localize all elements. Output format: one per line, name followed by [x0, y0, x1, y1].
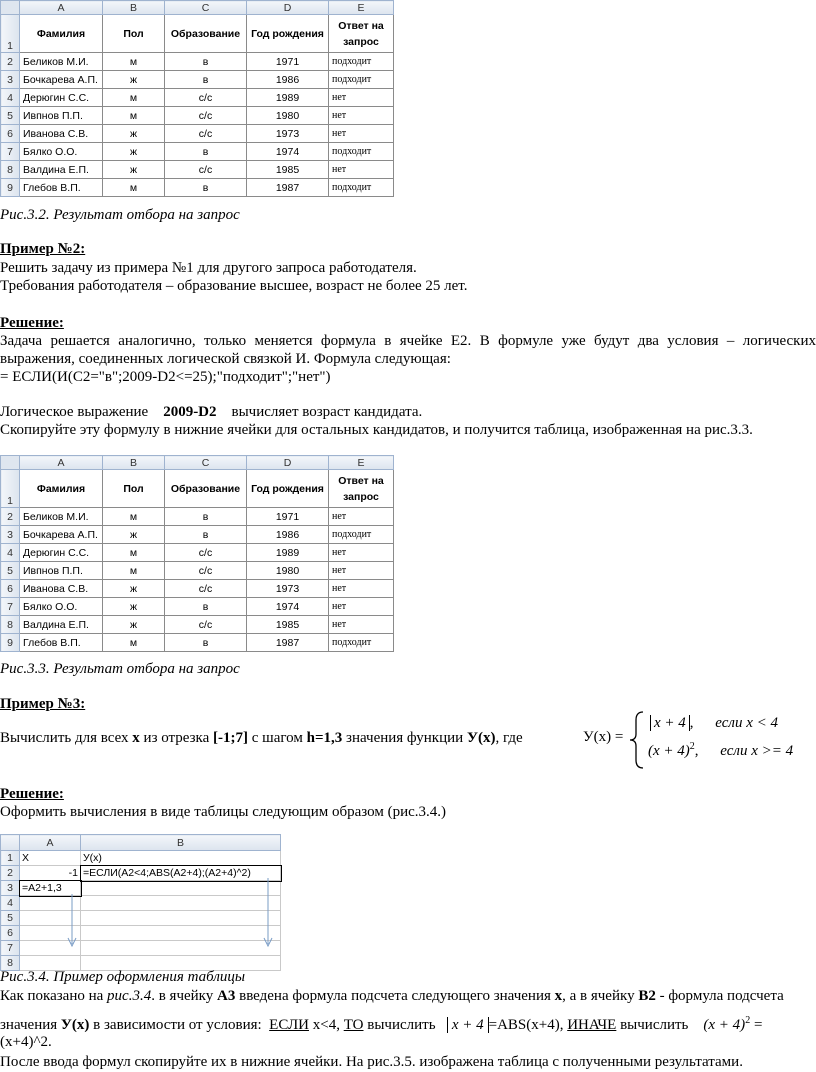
table-cell[interactable]: м	[103, 634, 165, 652]
paragraph-line-2	[0, 1012, 762, 1034]
table-cell[interactable]: с/с	[165, 544, 247, 562]
table-cell[interactable]: ж	[103, 526, 165, 544]
row-header[interactable]: 5	[1, 107, 20, 125]
spreadsheet-table-1	[0, 0, 394, 197]
corner-cell[interactable]	[1, 456, 20, 470]
table-cell[interactable]: подходит	[329, 143, 394, 161]
header-cell[interactable]: Ответ на запрос	[329, 470, 394, 508]
table-row	[1, 508, 394, 526]
cell-a1[interactable]: X	[20, 851, 81, 866]
header-cell[interactable]: Образование	[165, 470, 247, 508]
table-cell[interactable]: 1985	[247, 616, 329, 634]
para-text: =	[750, 1017, 763, 1033]
table-cell[interactable]: Бялко О.О.	[20, 143, 103, 161]
header-cell[interactable]: Пол	[103, 470, 165, 508]
table-cell[interactable]: ж	[103, 161, 165, 179]
keyword-if: ЕСЛИ	[269, 1017, 309, 1033]
row-header[interactable]: 7	[1, 143, 20, 161]
task-function: У(x)	[466, 730, 496, 746]
row-header[interactable]: 8	[1, 616, 20, 634]
row-header[interactable]: 3	[1, 881, 20, 896]
spreadsheet-table-3	[0, 834, 281, 971]
row-header[interactable]: 1	[1, 470, 20, 508]
abs-expression: x + 4	[447, 1017, 489, 1033]
column-header[interactable]: B	[103, 1, 165, 15]
table-cell[interactable]: нет	[329, 616, 394, 634]
column-header[interactable]: B	[103, 456, 165, 470]
table-cell[interactable]: в	[165, 53, 247, 71]
solution-text: Задача решается аналогично, только меняется формула в ячейке Е2. В формуле уже будут два условия – логических выражения, соединенных логической связкой И. Формула следующая:	[0, 333, 816, 367]
corner-cell[interactable]	[1, 835, 20, 851]
cell-a2[interactable]: -1	[20, 866, 81, 881]
table-cell[interactable]: в	[165, 143, 247, 161]
case-2-condition: если x >= 4	[720, 743, 794, 759]
row-header[interactable]: 8	[1, 161, 20, 179]
logic-expression: 2009-D2	[163, 404, 217, 420]
example-3-title: Пример №3:	[0, 696, 86, 712]
para-text: , а в ячейку	[562, 988, 639, 1004]
table-cell[interactable]: ж	[103, 598, 165, 616]
cell-b7[interactable]	[81, 941, 281, 956]
table-cell[interactable]: 1986	[247, 71, 329, 89]
example-2-line-1: Решить задачу из примера №1 для другого запроса работодателя.	[0, 260, 417, 276]
table-cell[interactable]: ж	[103, 616, 165, 634]
figure-caption-3-3: Рис.3.3. Результат отбора на запрос	[0, 661, 240, 677]
spreadsheet-table-2	[0, 455, 394, 652]
table-cell[interactable]: 1974	[247, 598, 329, 616]
solution-title: Решение:	[0, 315, 64, 331]
table-row	[1, 598, 394, 616]
table-cell[interactable]: Беликов М.И.	[20, 53, 103, 71]
table-cell[interactable]: с/с	[165, 161, 247, 179]
row-header[interactable]: 7	[1, 598, 20, 616]
table-cell[interactable]: в	[165, 179, 247, 197]
table-cell[interactable]: в	[165, 71, 247, 89]
para-text: . в ячейку	[151, 988, 218, 1004]
table-cell[interactable]: подходит	[329, 179, 394, 197]
solution-2-text: Оформить вычисления в виде таблицы следующим образом (рис.3.4.)	[0, 804, 447, 820]
fill-down-arrow-icon	[258, 876, 278, 950]
header-cell[interactable]: Год рождения	[247, 470, 329, 508]
para-text: - формула подсчета	[655, 988, 784, 1004]
table-row	[1, 161, 394, 179]
function-name: У(х)	[60, 1017, 90, 1033]
table-cell[interactable]: Глебов В.П.	[20, 634, 103, 652]
task-segment: [-1;7]	[213, 730, 249, 746]
table-cell[interactable]: Бялко О.О.	[20, 598, 103, 616]
column-header[interactable]: B	[81, 835, 281, 851]
table-cell[interactable]: м	[103, 89, 165, 107]
square-expression: (x + 4)	[703, 1017, 746, 1033]
task-step: h=1,3	[306, 730, 343, 746]
table-cell[interactable]: м	[103, 508, 165, 526]
cell-reference: В2	[638, 988, 656, 1004]
table-cell[interactable]: Ивпнов П.П.	[20, 107, 103, 125]
table-row	[1, 107, 394, 125]
table-cell[interactable]: м	[103, 107, 165, 125]
table-cell[interactable]: подходит	[329, 634, 394, 652]
corner-cell[interactable]	[1, 1, 20, 15]
para-text: вычислить	[616, 1017, 693, 1033]
column-header[interactable]: E	[329, 1, 394, 15]
row-header[interactable]: 6	[1, 580, 20, 598]
table-cell[interactable]: Иванова С.В.	[20, 125, 103, 143]
table-cell[interactable]: нет	[329, 107, 394, 125]
table-cell[interactable]: с/с	[165, 616, 247, 634]
table-cell[interactable]: подходит	[329, 526, 394, 544]
table-cell[interactable]: м	[103, 562, 165, 580]
table-cell[interactable]: 1987	[247, 179, 329, 197]
figure-caption-3-2: Рис.3.2. Результат отбора на запрос	[0, 207, 240, 223]
task-variable: x	[132, 730, 140, 746]
table-cell[interactable]: 1989	[247, 89, 329, 107]
header-cell[interactable]: Год рождения	[247, 15, 329, 53]
header-cell[interactable]: Пол	[103, 15, 165, 53]
logic-suffix: вычисляет возраст кандидата.	[231, 404, 423, 420]
para-text: в зависимости от условия:	[89, 1017, 266, 1033]
table-cell[interactable]: Бочкарева А.П.	[20, 71, 103, 89]
table-cell[interactable]: 1986	[247, 526, 329, 544]
row-header[interactable]: 4	[1, 896, 20, 911]
table-cell[interactable]: в	[165, 526, 247, 544]
copy-instruction: Скопируйте эту формулу в нижние ячейки для остальных кандидатов, и получится таблица, изображенная на рис.3.3.	[0, 422, 753, 438]
task-text: с шагом	[248, 730, 307, 746]
table-row	[1, 526, 394, 544]
para-text: Как показано на	[0, 988, 108, 1004]
cell-b3[interactable]	[81, 881, 281, 896]
table-cell[interactable]: 1973	[247, 125, 329, 143]
cell-b4[interactable]	[81, 896, 281, 911]
row-header[interactable]: 1	[1, 851, 20, 866]
keyword-then: ТО	[343, 1017, 364, 1033]
table-cell[interactable]: Бочкарева А.П.	[20, 526, 103, 544]
column-header[interactable]: C	[165, 1, 247, 15]
table-cell[interactable]: 1987	[247, 634, 329, 652]
header-cell[interactable]: Ответ на запрос	[329, 15, 394, 53]
table-cell[interactable]: 1980	[247, 562, 329, 580]
row-header[interactable]: 2	[1, 866, 20, 881]
table-cell[interactable]: подходит	[329, 53, 394, 71]
case-1: x + 4 , если x < 4	[650, 715, 778, 732]
case-1-condition: если x < 4	[715, 715, 778, 731]
row-header[interactable]: 5	[1, 911, 20, 926]
table-cell[interactable]: нет	[329, 125, 394, 143]
header-cell[interactable]: Образование	[165, 15, 247, 53]
paragraph-line-1	[0, 987, 784, 1005]
variable-name: х	[554, 988, 563, 1004]
task-text: значения функции	[342, 730, 467, 746]
table-cell[interactable]: Валдина Е.П.	[20, 161, 103, 179]
table-cell[interactable]: Глебов В.П.	[20, 179, 103, 197]
cell-reference: А3	[217, 988, 236, 1004]
row-header[interactable]: 7	[1, 941, 20, 956]
left-brace-icon	[628, 710, 648, 770]
cell-b5[interactable]	[81, 911, 281, 926]
table-cell[interactable]: нет	[329, 562, 394, 580]
figure-reference: рис.3.4	[107, 988, 152, 1004]
example-3-task	[0, 729, 523, 747]
logic-expression-line	[0, 403, 422, 421]
table-cell[interactable]: с/с	[165, 107, 247, 125]
example-2-title: Пример №2:	[0, 241, 86, 257]
row-header[interactable]: 2	[1, 53, 20, 71]
table-cell[interactable]: нет	[329, 544, 394, 562]
cell-b2[interactable]: =ЕСЛИ(A2<4;ABS(A2+4);(A2+4)^2)	[81, 866, 281, 881]
cell-b1[interactable]: У(x)	[81, 851, 281, 866]
abs-expression: x + 4	[650, 715, 690, 731]
table-cell[interactable]: в	[165, 634, 247, 652]
table-cell[interactable]: Валдина Е.П.	[20, 616, 103, 634]
table-row	[1, 71, 394, 89]
para-text: значения	[0, 1017, 61, 1033]
table-cell[interactable]: в	[165, 508, 247, 526]
table-row	[1, 544, 394, 562]
cell-b6[interactable]	[81, 926, 281, 941]
example-2-line-2: Требования работодателя – образование высшее, возраст не более 25 лет.	[0, 278, 468, 294]
table-cell[interactable]: Беликов М.И.	[20, 508, 103, 526]
table-cell[interactable]: Дерюгин С.С.	[20, 89, 103, 107]
paragraph-line-4: После ввода формул скопируйте их в нижние ячейки. На рис.3.5. изображена таблица с полученными результатами.	[0, 1054, 743, 1070]
table-cell[interactable]: с/с	[165, 580, 247, 598]
table-cell[interactable]: нет	[329, 598, 394, 616]
table-cell[interactable]: Ивпнов П.П.	[20, 562, 103, 580]
table-cell[interactable]: 1973	[247, 580, 329, 598]
table-cell[interactable]: м	[103, 179, 165, 197]
table-row	[1, 125, 394, 143]
table-row	[1, 53, 394, 71]
solution-2-title: Решение:	[0, 786, 64, 802]
table-cell[interactable]: нет	[329, 580, 394, 598]
table-cell[interactable]: ж	[103, 580, 165, 598]
column-header[interactable]: A	[20, 835, 81, 851]
table-cell[interactable]: ж	[103, 125, 165, 143]
table-cell[interactable]: нет	[329, 508, 394, 526]
table-cell[interactable]: 1971	[247, 508, 329, 526]
row-header[interactable]: 4	[1, 544, 20, 562]
row-header[interactable]: 6	[1, 125, 20, 143]
column-header[interactable]: E	[329, 456, 394, 470]
column-header[interactable]: C	[165, 456, 247, 470]
table-cell[interactable]: ж	[103, 143, 165, 161]
table-row	[1, 179, 394, 197]
square-exponent: 2	[745, 1015, 751, 1026]
table-cell[interactable]: м	[103, 544, 165, 562]
header-cell[interactable]: Фамилия	[20, 470, 103, 508]
row-header[interactable]: 4	[1, 89, 20, 107]
square-exponent: 2	[689, 741, 695, 752]
table-row	[1, 562, 394, 580]
table-cell[interactable]: подходит	[329, 71, 394, 89]
column-header[interactable]: A	[20, 456, 103, 470]
row-header[interactable]: 5	[1, 562, 20, 580]
table-cell[interactable]: Дерюгин С.С.	[20, 544, 103, 562]
table-cell[interactable]: 1980	[247, 107, 329, 125]
table-row	[1, 616, 394, 634]
table-cell[interactable]: с/с	[165, 562, 247, 580]
table-cell[interactable]: нет	[329, 89, 394, 107]
table-cell[interactable]: с/с	[165, 89, 247, 107]
square-expression: (x + 4)	[648, 743, 690, 759]
table-cell[interactable]: Иванова С.В.	[20, 580, 103, 598]
row-header[interactable]: 1	[1, 15, 20, 53]
formula-text: = ЕСЛИ(И(С2="в";2009-D2<=25);"подходит";"нет")	[0, 369, 331, 385]
table-row	[1, 580, 394, 598]
row-header[interactable]: 9	[1, 634, 20, 652]
table-row	[1, 143, 394, 161]
row-header[interactable]: 3	[1, 71, 20, 89]
keyword-else: ИНАЧЕ	[567, 1017, 617, 1033]
table-cell[interactable]: 1974	[247, 143, 329, 161]
para-text: вычислить	[363, 1017, 440, 1033]
row-header[interactable]: 9	[1, 179, 20, 197]
table-cell[interactable]: 1989	[247, 544, 329, 562]
header-cell[interactable]: Фамилия	[20, 15, 103, 53]
task-text: Вычислить для всех	[0, 730, 133, 746]
row-header[interactable]: 6	[1, 926, 20, 941]
row-header[interactable]: 3	[1, 526, 20, 544]
column-header[interactable]: D	[247, 456, 329, 470]
case-2: $(x + 4)^2$, если x >= 4	[648, 741, 794, 759]
cell-a3[interactable]: =A2+1,3	[20, 881, 81, 896]
table-cell[interactable]: с/с	[165, 125, 247, 143]
table-row	[1, 634, 394, 652]
column-header[interactable]: A	[20, 1, 103, 15]
logic-prefix: Логическое выражение	[0, 404, 149, 420]
task-text: , где	[495, 730, 523, 746]
table-row	[1, 89, 394, 107]
table-cell[interactable]: ж	[103, 71, 165, 89]
paragraph-line-3: (x+4)^2.	[0, 1034, 52, 1050]
fill-down-arrow-icon	[60, 892, 80, 950]
para-text: х<4,	[308, 1017, 344, 1033]
task-text: из отрезка	[139, 730, 214, 746]
row-header[interactable]: 2	[1, 508, 20, 526]
table-cell[interactable]: 1985	[247, 161, 329, 179]
figure-caption-3-4: Рис.3.4. Пример оформления таблицы	[0, 969, 246, 985]
table-cell[interactable]: в	[165, 598, 247, 616]
row-header[interactable]: 8	[1, 956, 20, 971]
function-lhs: У(x) =	[583, 729, 624, 745]
table-cell[interactable]: нет	[329, 161, 394, 179]
table-cell[interactable]: м	[103, 53, 165, 71]
para-text: введена формула подсчета следующего значения	[235, 988, 555, 1004]
para-text: =ABS(x+4),	[488, 1017, 568, 1033]
column-header[interactable]: D	[247, 1, 329, 15]
table-cell[interactable]: 1971	[247, 53, 329, 71]
